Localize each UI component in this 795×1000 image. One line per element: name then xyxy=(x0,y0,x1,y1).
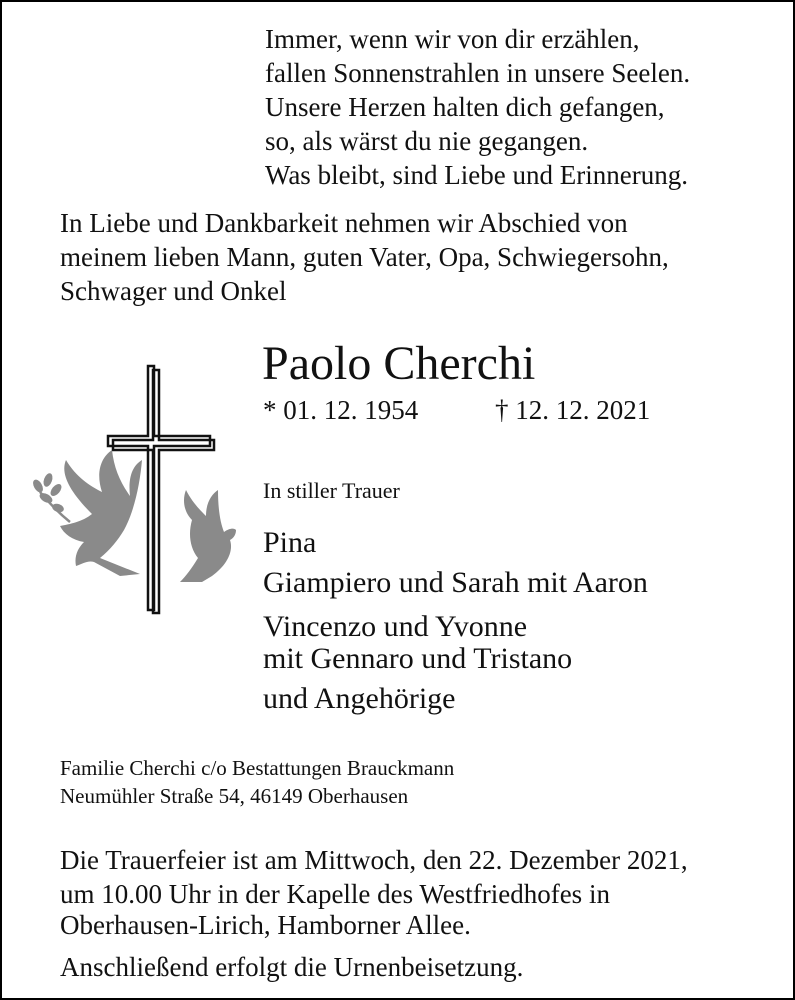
ceremony-line: Die Trauerfeier ist am Mittwoch, den 22. Dezember 2021, xyxy=(60,845,688,875)
mourner-line: Giampiero und Sarah mit Aaron xyxy=(263,566,648,599)
dove-icon xyxy=(180,490,236,582)
cross-and-doves xyxy=(30,362,250,621)
intro-line: meinem lieben Mann, guten Vater, Opa, Schwiegersohn, xyxy=(60,242,669,272)
mourning-label: In stiller Trauer xyxy=(263,478,400,503)
poem-line: so, als wärst du nie gegangen. xyxy=(265,126,589,156)
address-line: Familie Cherchi c/o Bestattungen Brauckmann xyxy=(60,756,455,780)
mourner-line: Vincenzo und Yvonne xyxy=(263,610,528,643)
poem-line: Was bleibt, sind Liebe und Erinnerung. xyxy=(265,160,688,190)
intro-line: In Liebe und Dankbarkeit nehmen wir Abschied von xyxy=(60,208,628,238)
address-line: Neumühler Straße 54, 46149 Oberhausen xyxy=(60,784,409,808)
mourner-line: mit Gennaro und Tristano xyxy=(263,642,573,675)
intro-line: Schwager und Onkel xyxy=(60,276,287,306)
ceremony-line: Anschließend erfolgt die Urnenbeisetzung. xyxy=(60,952,524,982)
mourner-line: Pina xyxy=(263,526,317,559)
death-date: † 12. 12. 2021 xyxy=(495,395,651,425)
poem-line: Unsere Herzen halten dich gefangen, xyxy=(265,92,665,122)
poem-line: fallen Sonnenstrahlen in unsere Seelen. xyxy=(265,58,691,88)
ceremony-line: Oberhausen-Lirich, Hamborner Allee. xyxy=(60,910,471,940)
poem-line: Immer, wenn wir von dir erzählen, xyxy=(265,24,640,54)
dove-icon xyxy=(31,450,142,576)
birth-date: * 01. 12. 1954 xyxy=(263,395,419,425)
ceremony-line: um 10.00 Uhr in der Kapelle des Westfriedhofes in xyxy=(60,879,610,909)
deceased-name: Paolo Cherchi xyxy=(262,337,536,390)
mourner-line: und Angehörige xyxy=(263,682,456,715)
